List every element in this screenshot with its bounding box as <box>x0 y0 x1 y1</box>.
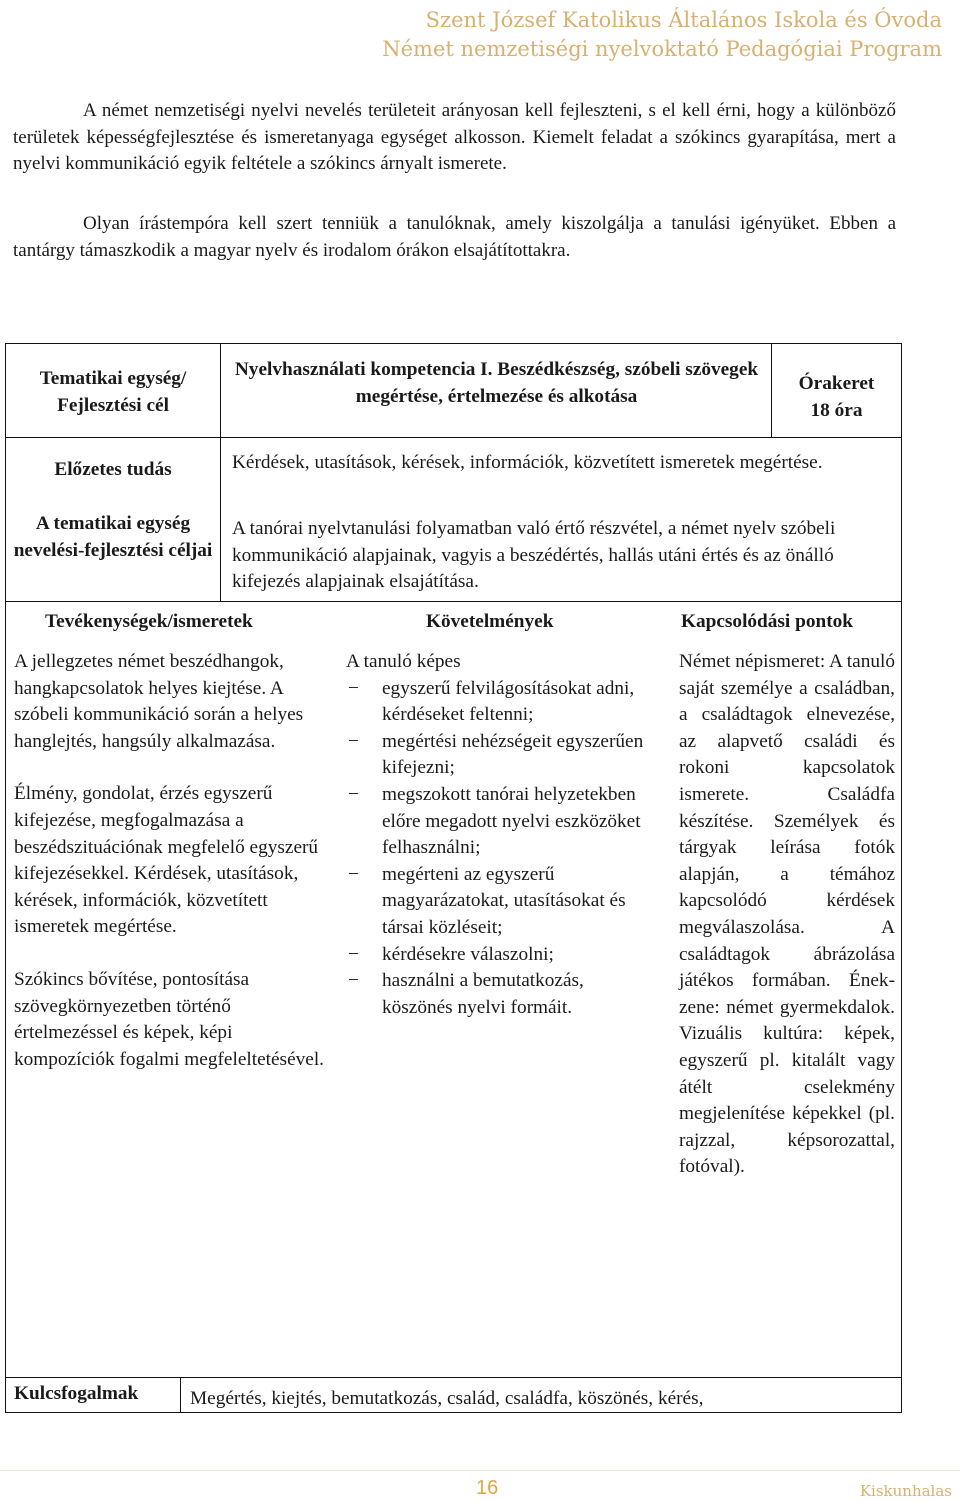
page-number: 16 <box>476 1477 499 1499</box>
keywords-text: Megértés, kiejtés, bemutatkozás, család, családfa, köszönés, kérés, <box>190 1388 704 1409</box>
thematic-unit-label: Tematikai egység/ Fejlesztési cél <box>39 368 187 416</box>
goals-text: A tanórai nyelvtanulási folyamatban való értő részvétel, a német nyelv szóbeli kommunikáció alapjainak, vagyis a beszédértés, hallás utáni értés és az önálló kifejezés alapjainak elsajátítása. <box>232 518 836 593</box>
hours-value: 18 óra <box>810 400 863 421</box>
thematic-unit-title: Nyelvhasználati kompetencia I. Beszédkészség, szóbeli szövegek megértése, értelmezése és alkotása <box>234 359 759 407</box>
activity-item: Szókincs bővítése, pontosítása szövegkörnyezetben történő értelmezéssel és képek, képi kompozíciók fogalmi megfeleltetésével. <box>14 968 324 1070</box>
requirements-intro: A tanuló képes <box>346 651 461 672</box>
activities-header: Tevékenységek/ismeretek <box>45 611 253 632</box>
activities-column <box>14 649 332 1073</box>
requirement-item: − használni a bemutatkozás, köszönés nyelvi formáit. <box>346 968 658 1021</box>
connections-text: Német népismeret: A tanuló saját személye a családban, a családtagok elnevezése, az alapvető családi és rokoni kapcsolatok ismerete. Családfa készítése. Személyek és tárgyak leírása fotók alapján, a témához kapcsolódó kérdések megválaszolása. A családtagok ábrázolása játékos formában. Ének-zene: német gyermekdalok. Vizuális kultúra: képek, egyszerű pl. kitalált vagy átélt cselekmény megjelenítése képekkel (pl. rajzzal, képsorozattal, fotóval). <box>679 651 895 1178</box>
hours-label: Órakeret <box>798 373 875 394</box>
requirement-item: − megértési nehézségeit egyszerűen kifejezni; <box>346 729 658 782</box>
program-title: Német nemzetiségi nyelvoktató Pedagógiai Program <box>382 37 942 61</box>
intro-paragraph-1: A német nemzetiségi nyelvi nevelés területeit arányosan kell fejleszteni, s el kell érni, hogy a különböző területek képességfejlesztése és ismeretanyaga egységet alkosson. Kiemelt feladat a szókincs gyarapítása, mert a nyelvi kommunikáció egyik feltétele a szókincs árnyalt ismerete. <box>13 100 896 174</box>
footer-divider <box>0 1470 960 1471</box>
footer-brand: Kiskunhalas <box>859 1482 952 1500</box>
requirement-item: − kérdésekre válaszolni; <box>346 942 658 969</box>
activity-item: A jellegzetes német beszédhangok, hangkapcsolatok helyes kiejtése. A szóbeli kommunikáció során a helyes hanglejtés, hangsúly alkalmazása. <box>14 651 304 752</box>
requirement-item: − megérteni az egyszerű magyarázatokat, utasításokat és társai közléseit; <box>346 862 658 942</box>
intro-paragraph-2: Olyan írástempóra kell szert tenniük a tanulóknak, amely kiszolgálja a tanulási igényüket. Ebben a tantárgy támaszkodik a magyar nyelv és irodalom órákon elsajátítottakra. <box>13 213 896 261</box>
school-name: Szent József Katolikus Általános Iskola és Óvoda <box>425 8 942 32</box>
goals-label: A tematikai egység nevelési-fejlesztési céljai <box>13 513 213 561</box>
connections-header: Kapcsolódási pontok <box>681 611 853 632</box>
prior-knowledge-text: Kérdések, utasítások, kérések, információk, közvetített ismeretek megértése. <box>232 452 823 473</box>
requirements-header: Követelmények <box>426 611 554 632</box>
activity-item: Élmény, gondolat, érzés egyszerű kifejezése, megfogalmazása a beszédszituációnak megfelelő egyszerű kifejezésekkel. Kérdések, utasítások, kérések, információk, közvetített ismeretek megértése. <box>14 783 319 938</box>
requirement-item: − egyszerű felvilágosításokat adni, kérdéseket feltenni; <box>346 676 658 729</box>
prior-knowledge-label: Előzetes tudás <box>54 459 172 480</box>
requirement-item: − megszokott tanórai helyzetekben előre megadott nyelvi eszközöket felhasználni; <box>346 782 658 862</box>
keywords-label: Kulcsfogalmak <box>14 1383 139 1404</box>
requirements-column <box>346 649 658 1021</box>
